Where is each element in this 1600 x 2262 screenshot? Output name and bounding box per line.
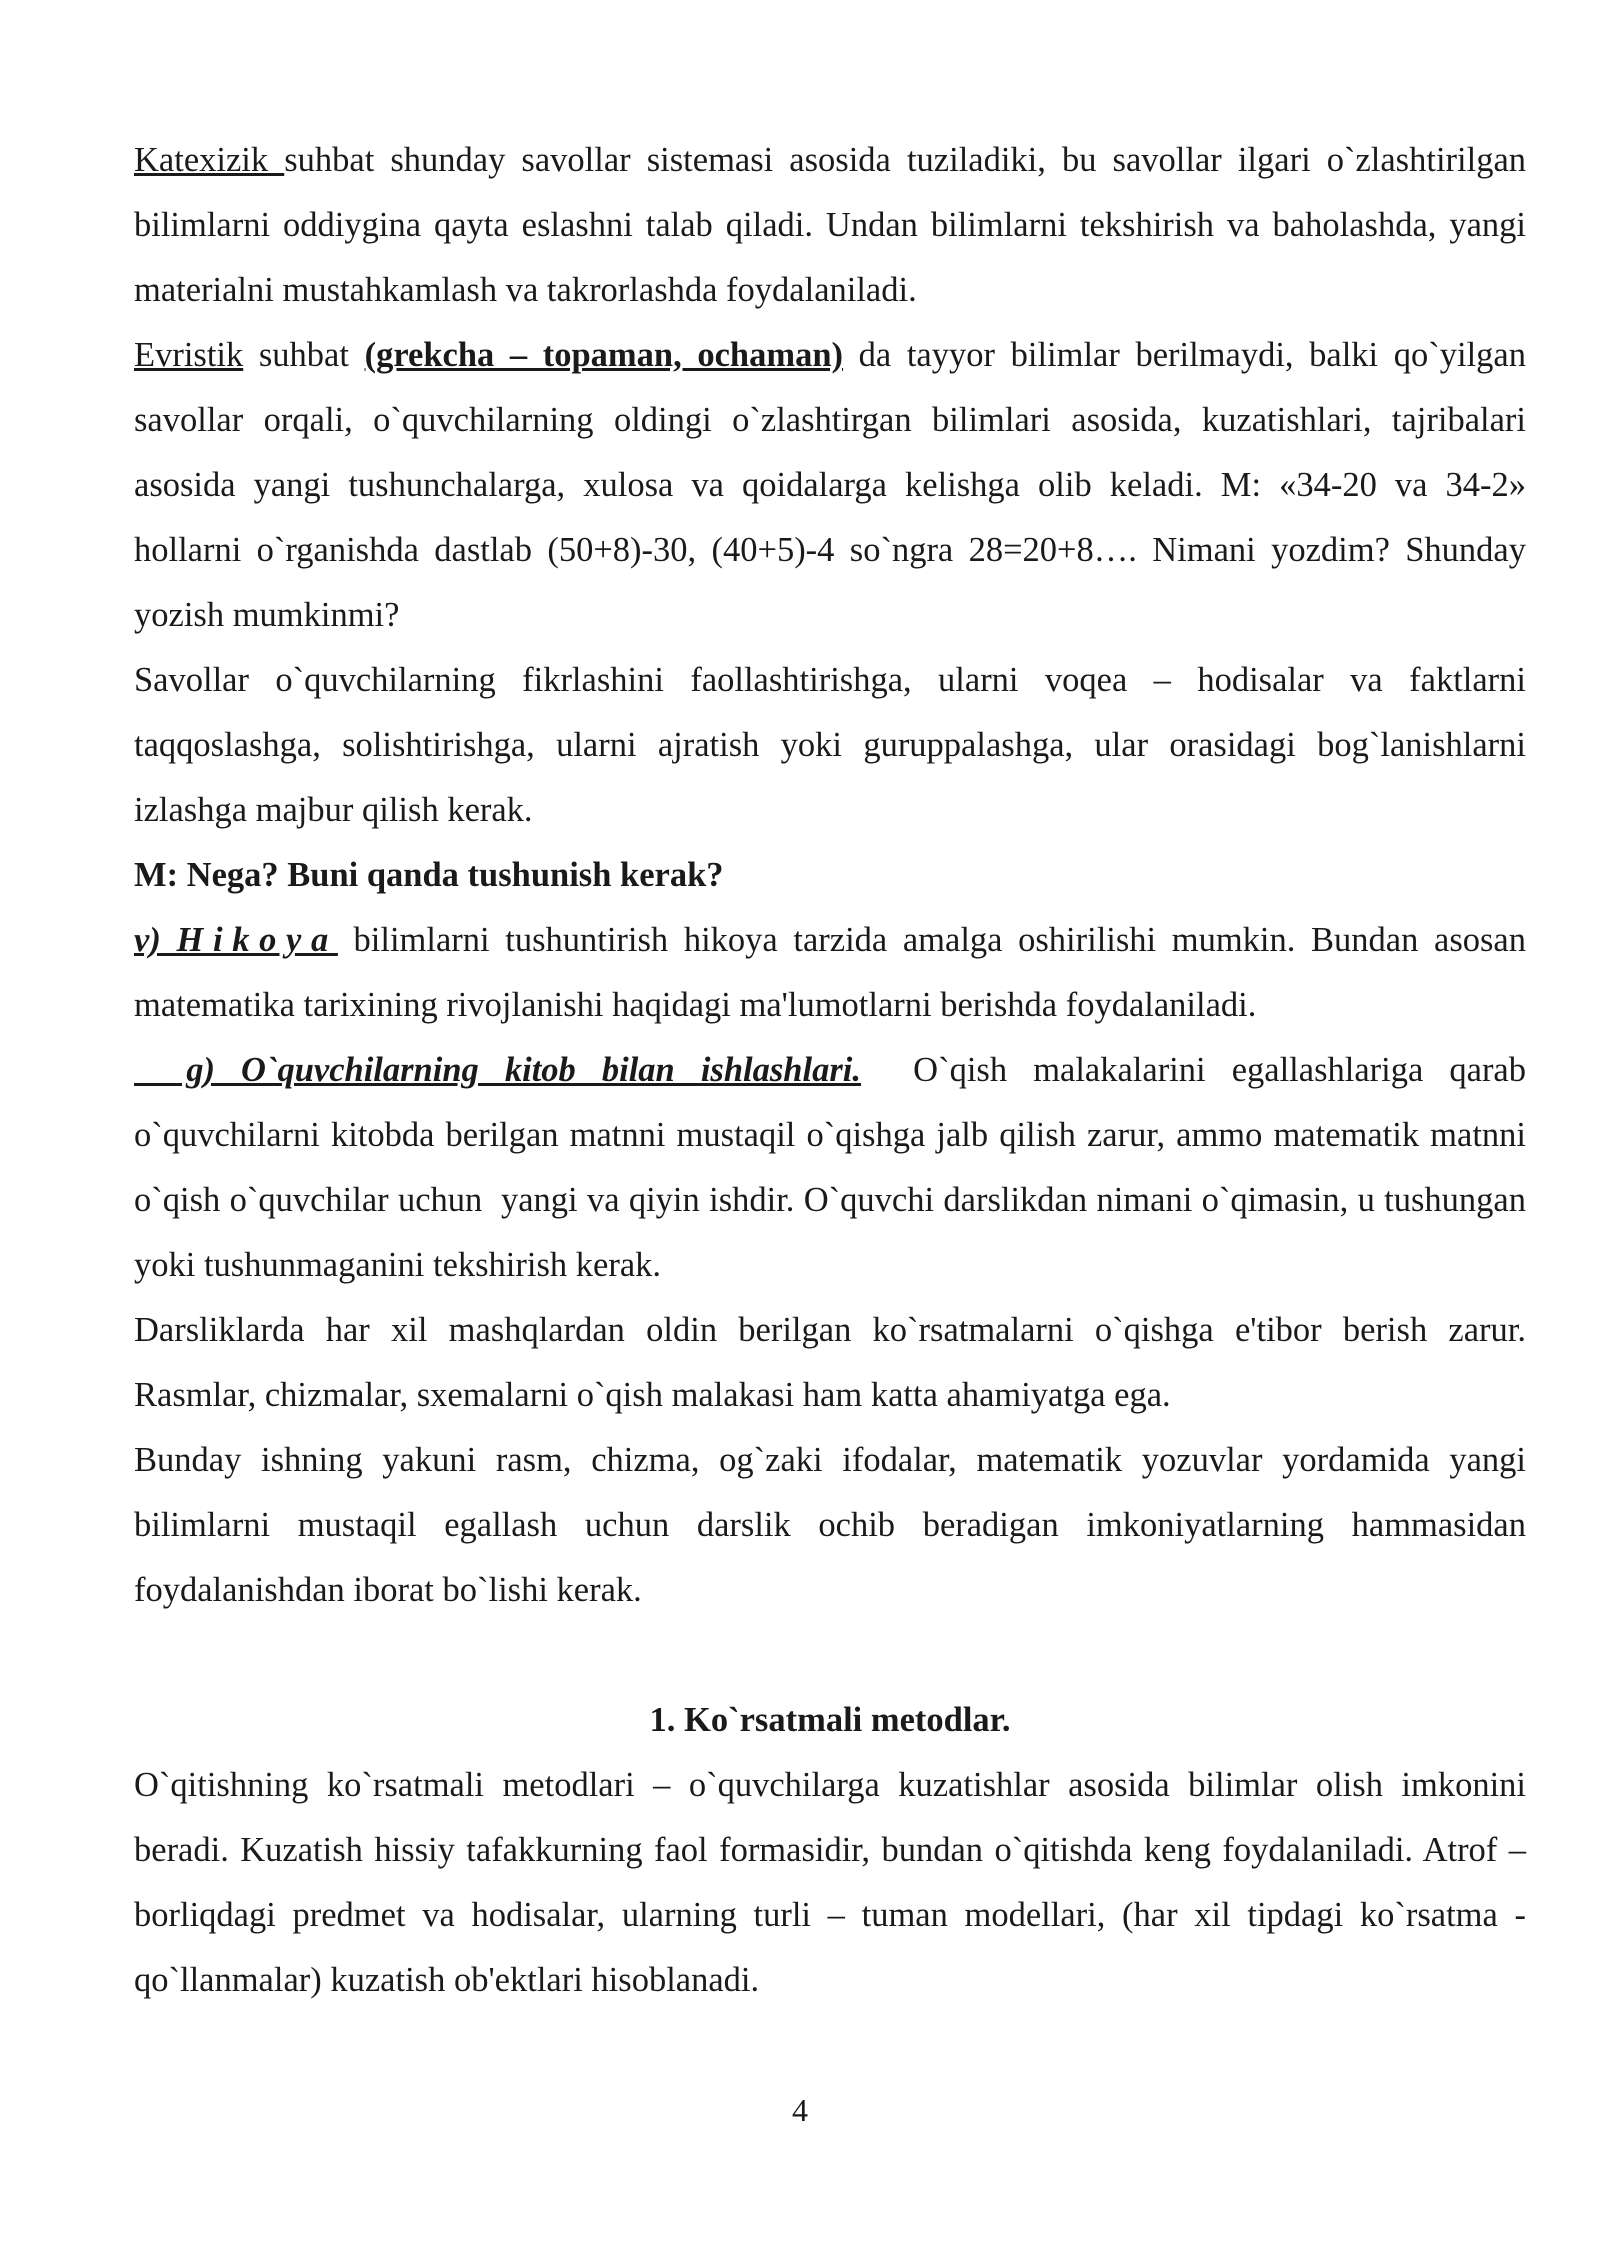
- paragraph-savollar: Savollar o`quvchilarning fikrlashini faollashtirishga, ularni voqea – hodisalar va faktlarni taqqoslashga, solishtirishga, ularni ajratish yoki guruppalashga, ular orasidagi bog`lanishlarni izlashga majbur qilish kerak.: [134, 661, 1526, 829]
- term-evristik: Evristik: [134, 336, 244, 374]
- paragraph-text: suhbat: [243, 336, 365, 374]
- term-hikoya-prefix: v): [134, 921, 177, 959]
- paragraph-text: suhbat shunday savollar sistemasi asosida tuziladiki, bu savollar ilgari o`zlashtirilgan bilimlarni oddiygina qayta eslashni talab qiladi. Undan bilimlarni tekshirish va baholashda, yangi materialni mustahkamlash va takrorlashda foydalaniladi.: [134, 141, 1527, 309]
- paragraph-bunday: Bunday ishning yakuni rasm, chizma, og`zaki ifodalar, matematik yozuvlar yordamida yangi bilimlarni mustaqil egallash uchun darslik ochib beradigan imkoniyatlarning hammasidan foydalanishdan iborat bo`lishi kerak.: [134, 1441, 1526, 1609]
- paragraph-hikoya: [134, 908, 1526, 1038]
- paragraph-kitob: [134, 1038, 1535, 1298]
- section-heading: 1. Ko`rsatmali metodlar.: [649, 1701, 1011, 1739]
- paragraph-text: bilimlarni tushuntirish hikoya tarzida amalga oshirilishi mumkin. Bundan asosan matematika tarixining rivojlanishi haqidagi ma'lumotlarni berishda foydalaniladi.: [134, 921, 1526, 1024]
- document-page: [134, 128, 1535, 2013]
- paragraph-korsatmali: O`qitishning ko`rsatmali metodlari – o`quvchilarga kuzatishlar asosida bilimlar olish imkonini beradi. Kuzatish hissiy tafakkurning faol formasidir, bundan o`qitishda keng foydalaniladi. Atrof – borliqdagi predmet va hodisalar, ularning turli – tuman modellari, (har xil tipdagi ko`rsatma - qo`llanmalar) kuzatish ob'ektlari hisoblanadi.: [134, 1766, 1526, 1999]
- term-kitob: g) O`quvchilarning kitob bilan ishlashlari.: [134, 1051, 861, 1089]
- spacer: [134, 1623, 1526, 1688]
- example-question: M: Nega? Buni qanda tushunish kerak?: [134, 856, 724, 894]
- paragraph-katexizik: [134, 128, 1526, 323]
- term-katexizik: Katexizik: [134, 141, 285, 179]
- paragraph-text: O`qish malakalarini egallashlariga qarab o`quvchilarni kitobda berilgan matnni mustaqil o`qishga jalb qilish zarur, ammo matematik matnni o`qish o`quvchilar uchun yangi va qiyin ishdir. O`quvchi darslikdan nimani o`qimasin, u tushungan yoki tushunmaganini tekshirish kerak.: [134, 1051, 1535, 1284]
- paragraph-darsliklar: Darsliklarda har xil mashqlardan oldin berilgan ko`rsatmalarni o`qishga e'tibor berish zarur. Rasmlar, chizmalar, sxemalarni o`qish malakasi ham katta ahamiyatga ega.: [134, 1311, 1526, 1414]
- page-number: 4: [792, 2092, 808, 2128]
- term-hikoya: Hikoya: [176, 921, 338, 959]
- paragraph-evristik: [134, 323, 1526, 648]
- term-etymology: (grekcha – topaman, ochaman): [364, 336, 844, 374]
- paragraph-text: da tayyor bilimlar berilmaydi, balki qo`yilgan savollar orqali, o`quvchilarning oldingi o`zlashtirgan bilimlari asosida, kuzatishlari, tajribalari asosida yangi tushunchalarga, xulosa va qoidalarga kelishga olib keladi. M: «34-20 va 34-2» hollarni o`rganishda dastlab (50+8)-30, (40+5)-4 so`ngra 28=20+8…. Nimani yozdim? Shunday yozish mumkinmi?: [134, 336, 1526, 634]
